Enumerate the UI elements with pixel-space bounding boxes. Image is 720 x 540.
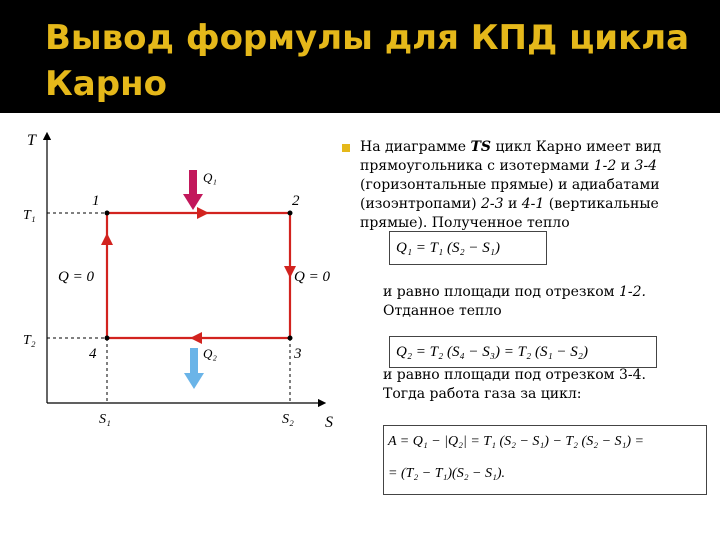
s2-label: S₂ bbox=[282, 412, 294, 427]
point-3-label: 3 bbox=[294, 346, 302, 362]
point-4-label: 4 bbox=[89, 346, 97, 362]
point-3 bbox=[288, 336, 293, 341]
q1-label: Q₁ bbox=[203, 170, 217, 185]
q2-label: Q₂ bbox=[203, 346, 217, 361]
title-line-1: Вывод формулы для КПД цикла bbox=[45, 18, 690, 58]
segment-2-3: 2-3 bbox=[480, 196, 504, 212]
point-2-label: 2 bbox=[292, 193, 300, 209]
point-4 bbox=[105, 336, 110, 341]
segment-1-2: 1-2 bbox=[593, 158, 617, 174]
t2-label: T₂ bbox=[23, 333, 36, 348]
formula-q1 bbox=[389, 231, 547, 265]
description-paragraph bbox=[360, 138, 705, 233]
q-zero-right: Q = 0 bbox=[294, 269, 330, 285]
point-1-label: 1 bbox=[92, 193, 100, 209]
q1-arrow-icon bbox=[183, 170, 203, 210]
formula-work-line-1: A = Q₁ − |Q₂| = T₁ (S₂ − S₁) − T₂ (S₂ − S₁) = bbox=[388, 434, 645, 449]
text-run: и равно площади под отрезком bbox=[383, 284, 620, 300]
text-run: цикл Карно имеет вид прямоугольника с изотермами bbox=[360, 139, 662, 174]
arrow-4-1 bbox=[101, 233, 113, 245]
paragraph-2 bbox=[383, 283, 703, 321]
ts-diagram bbox=[0, 118, 350, 438]
s-axis-label: S bbox=[325, 414, 333, 431]
segment-1-2: 1-2. bbox=[619, 284, 647, 300]
formula-work-line-2: = (T₂ − T₁)(S₂ − S₁). bbox=[388, 466, 506, 481]
paragraph-3 bbox=[383, 366, 703, 404]
text-run: Отданное тепло bbox=[383, 303, 502, 319]
ts-term: TS bbox=[470, 139, 491, 155]
formula-q2-text: Q₂ = T₂ (S₄ − S₃) = T₂ (S₁ − S₂) bbox=[396, 344, 588, 360]
t1-label: T₁ bbox=[23, 208, 36, 223]
formula-q2 bbox=[389, 336, 657, 368]
segment-4-1: 4-1 bbox=[521, 196, 545, 212]
point-2 bbox=[288, 211, 293, 216]
s1-label: S₁ bbox=[99, 412, 111, 427]
paragraph-1 bbox=[360, 138, 705, 233]
arrow-3-4 bbox=[190, 332, 202, 344]
title-line-2: Карно bbox=[45, 64, 167, 104]
text-run: и равно площади под отрезком 3-4. bbox=[383, 367, 646, 383]
text-run: (горизонтальные прямые) и адиабатами (изоэнтропами) bbox=[360, 177, 660, 212]
formula-q1-text: Q₁ = T₁ (S₂ − S₁) bbox=[396, 240, 501, 256]
arrow-1-2 bbox=[197, 207, 209, 219]
text-run: На диаграмме bbox=[360, 139, 471, 155]
formula-work bbox=[383, 425, 707, 495]
slide-title bbox=[45, 15, 705, 107]
carnot-cycle bbox=[107, 213, 290, 338]
text-run: (вертикальные прямые). Полученное тепло bbox=[360, 196, 659, 231]
bullet-square-icon bbox=[342, 144, 350, 152]
text-run: Тогда работа газа за цикл: bbox=[383, 386, 582, 402]
t-axis-label: T bbox=[27, 132, 36, 149]
segment-3-4: 3-4 bbox=[634, 158, 658, 174]
text-run: и bbox=[616, 158, 635, 174]
q-zero-left: Q = 0 bbox=[58, 269, 94, 285]
q2-arrow-icon bbox=[184, 348, 204, 389]
point-1 bbox=[105, 211, 110, 216]
text-run: и bbox=[503, 196, 522, 212]
